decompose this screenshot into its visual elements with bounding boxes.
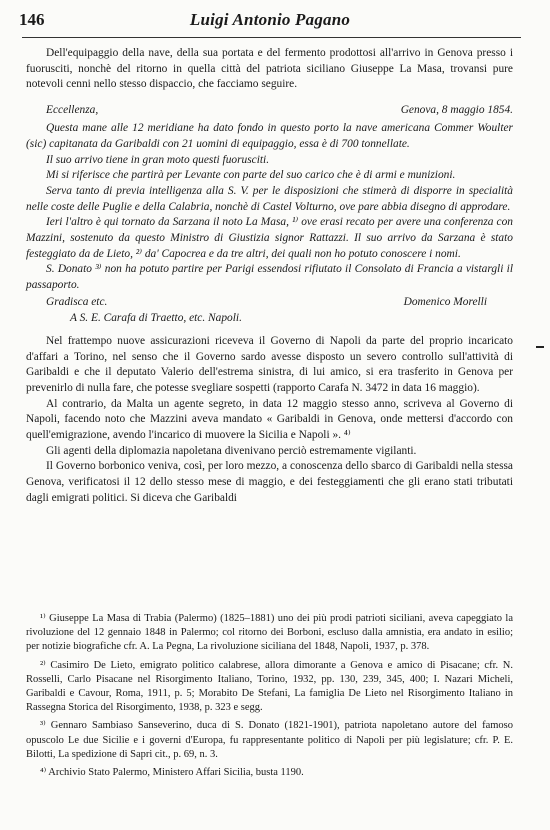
letter-dateline <box>26 102 513 118</box>
footnote: ²⁾ Casimiro De Lieto, emigrato politico calabrese, allora dimorante a Genova e amico di Pisacane; cfr. N. Rosselli, Carlo Pisacane nel Risorgimento Italiano, Torino, 1932, pp. 130, 239, 345, 400; I. Nazari Micheli, Garibaldi e Cavour, Roma, 1911, p. 5; Morabito De Stefani, La famiglia De Lieto nel Risorgimento Italiano in Rassegna Storica del Risorgimento, 1938, p. 323 e segg. <box>26 659 513 714</box>
footnote: ¹⁾ Giuseppe La Masa di Trabia (Palermo) (1825–1881) uno dei più prodi patrioti siciliani, aveva capeggiato la rivoluzione del 12 gennaio 1848 in Palermo; col ritorno dei Borboni, escluso dalla amnistia, era andato in esilio; per notizie biografiche cfr. A. La Pegna, La rivoluzione siciliana del 1848, Napoli, 1937, p. 378. <box>26 613 513 653</box>
letter-signature: Domenico Morelli <box>403 295 487 308</box>
footnote: ³⁾ Gennaro Sambiaso Sanseverino, duca di S. Donato (1821-1901), patriota napoletano autore del famoso opuscolo Le due Sicilie e i governi d'Europa, fu rappresentante politico di Napoli per più legislature; cfr. P. E. Bilotti, La spedizione di Sapri cit., p. 69, n. 3. <box>26 720 513 760</box>
letter-paragraph: Il suo arrivo tiene in gran moto questi fuorusciti. <box>46 153 270 166</box>
letter-paragraph: Ieri l'altro è qui tornato da Sarzana il noto La Masa, ¹⁾ ove erasi recato per avere una conferenza con Mazzini, sostenuto da questo Ministro di Giustizia signor Rattazzi. Il suo arrivo da Sarzana è stato festeggiato da de Lieto, ²⁾ da' Capocrea e da tre altri, dei quali non ho potuto conoscere i nomi. <box>26 216 513 260</box>
letter-place-date: Genova, 8 maggio 1854. <box>400 104 513 117</box>
letter-paragraph: Serva tanto di previa intelligenza alla S. V. per le disposizioni che stimerà di disporre in specialità nelle coste delle Puglie e della Calabria, nonchè di Castel Volturno, ove pare abbia disegno di approdare. <box>26 184 513 213</box>
running-head: Luigi Antonio Pagano <box>189 10 351 29</box>
margin-mark <box>536 346 544 348</box>
intro-paragraph: Dell'equipaggio della nave, della sua portata e del fermento prodottosi all'arrivo in Genova presso i fuorusciti, nonchè del ritorno in quella città del patriota siciliano Giuseppe La Masa, trovansi pure notevoli cenni nello stesso dispaccio, che facciamo seguire. <box>26 47 513 91</box>
letter-paragraph: S. Donato ³⁾ non ha potuto partire per Parigi essendosi rifiutato il Consolato di Francia a vistargli il passaporto. <box>26 263 513 292</box>
body-paragraphs <box>26 334 513 507</box>
header-rule <box>22 37 521 38</box>
letter-closing-formula: Gradisca etc. <box>46 295 108 308</box>
letter-closing <box>26 294 513 310</box>
footnote: ⁴⁾ Archivio Stato Palermo, Ministero Affari Sicilia, busta 1190. <box>40 767 304 779</box>
body-paragraph: Gli agenti della diplomazia napoletana divenivano perciò estremamente vigilanti. <box>46 444 417 457</box>
footnotes <box>26 612 513 784</box>
letter-paragraph: Mi si riferisce che partirà per Levante con parte del suo carico che è di armi e munizioni. <box>46 169 456 182</box>
letter-addressee: A S. E. Carafa di Traetto, etc. Napoli. <box>70 311 242 324</box>
body-paragraph: Il Governo borbonico veniva, così, per loro mezzo, a conoscenza dello sbarco di Garibaldi nella stessa Genova, verificatosi il 12 dello stesso mese di maggio, e dei festeggiamenti che gli erano stati tributati dagli emigrati politici. Si diceva che Garibaldi <box>26 460 513 504</box>
body-paragraph: Al contrario, da Malta un agente segreto, in data 12 maggio stesso anno, scriveva al Governo di Napoli, facendo noto che Mazzini aveva mandato « Garibaldi in Genova, onde mettersi d'accordo con quell'emigrazione, avendo l'incarico di muovere la Sicilia e Napoli ». ⁴⁾ <box>26 397 513 442</box>
main-text <box>26 46 513 507</box>
page-header <box>19 10 521 32</box>
letter-salutation: Eccellenza, <box>46 104 99 117</box>
letter-paragraph: Questa mane alle 12 meridiane ha dato fondo in questo porto la nave americana Commer Woulter (sic) capitanata da Garibaldi con 21 uomini di equipaggio, essa è di 700 tonnellate. <box>26 122 513 150</box>
page-number: 146 <box>19 10 45 29</box>
quoted-letter <box>26 121 513 326</box>
body-paragraph: Nel frattempo nuove assicurazioni riceveva il Governo di Napoli da parte del proprio incaricato d'affari a Torino, nel senso che il Governo sardo avesse disposto un severo controllo sull'attività di Garibaldi e che il deputato Valerio dell'estrema sinistra, di lui amico, si era trasferito in Genova per prevenirlo di nulla fare, che potesse svegliare sospetti (rapporto Carafa N. 3472 in data 16 maggio). <box>26 334 513 394</box>
